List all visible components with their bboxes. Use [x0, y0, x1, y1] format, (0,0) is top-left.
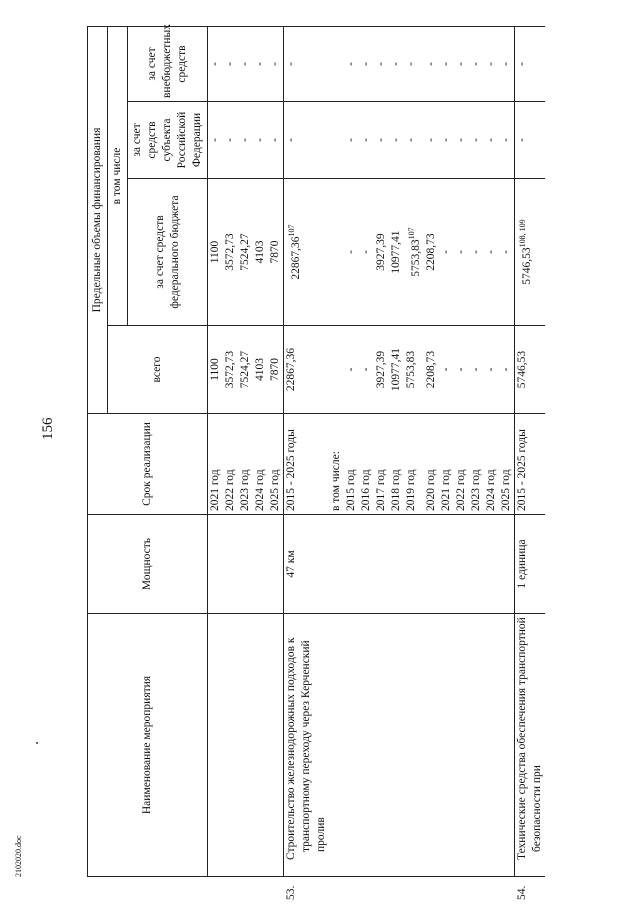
cell-extrabudget [439, 27, 454, 102]
cell-term [469, 414, 484, 515]
cell-term-value: 2015 - 2025 годы [515, 429, 528, 511]
cell-capacity [404, 515, 424, 614]
cell-total [439, 326, 454, 414]
cell-federal [284, 179, 330, 326]
footnote-ref: 107 [287, 224, 296, 237]
cell-capacity [454, 515, 469, 614]
table-row [454, 27, 469, 877]
cell-total-value: 7870 [269, 358, 281, 381]
cell-extrabudget-value: - [375, 62, 387, 66]
table-row [404, 27, 424, 877]
cell-name [499, 614, 515, 877]
cell-regional-value: - [209, 138, 221, 142]
cell-extrabudget-value: - [484, 62, 497, 66]
cell-regional [439, 102, 454, 179]
cell-regional-value: - [424, 138, 437, 142]
cell-federal-value: - [499, 250, 512, 254]
cell-regional-value: - [405, 138, 417, 142]
cell-name [454, 614, 469, 877]
cell-regional [329, 102, 344, 179]
cell-total-value: - [345, 367, 357, 372]
cell-name [389, 614, 404, 877]
table-row [389, 27, 404, 877]
cell-term [454, 414, 469, 515]
cell-term-value: 2025 год [269, 469, 281, 511]
scan-dot [36, 742, 38, 744]
cell-federal [268, 179, 284, 326]
cell-total-value: - [360, 367, 372, 372]
cell-term [268, 414, 284, 515]
cell-federal [374, 179, 389, 326]
cell-total-value: 1100 [209, 358, 221, 381]
cell-total [499, 326, 515, 414]
cell-regional [208, 102, 224, 179]
cell-term [208, 414, 224, 515]
cell-extrabudget [404, 27, 424, 102]
header-including: в том числе [108, 27, 128, 326]
cell-federal-value: 3572,73 [224, 233, 236, 271]
cell-term-value: 2015 год [345, 469, 357, 511]
cell-extrabudget [329, 27, 344, 102]
cell-regional-value: - [390, 138, 402, 142]
cell-name [238, 614, 253, 877]
cell-name [374, 614, 389, 877]
cell-total-value: 3572,73 [224, 350, 236, 389]
cell-capacity [208, 515, 224, 614]
header-federal: за счет средств федерального бюджета [128, 179, 208, 326]
cell-regional [389, 102, 404, 179]
cell-name [268, 614, 284, 877]
cell-regional [424, 102, 439, 179]
item-number: 53. [285, 885, 297, 900]
cell-total [469, 326, 484, 414]
footer-filename: 2102020.doc [14, 835, 23, 877]
cell-term-value: 2024 год [254, 469, 266, 511]
table-row [223, 27, 238, 877]
cell-name [424, 614, 439, 877]
cell-federal [439, 179, 454, 326]
header-capacity: Мощность [88, 515, 208, 614]
cell-capacity-value: 47 км [285, 550, 297, 578]
cell-total [208, 326, 224, 414]
cell-federal-value: - [439, 250, 452, 254]
cell-total-value: - [499, 367, 512, 372]
cell-term-value: 2021 год [439, 469, 452, 511]
cell-total-value: 7524,27 [239, 350, 251, 389]
cell-federal [484, 179, 499, 326]
cell-name [404, 614, 424, 877]
cell-federal [499, 179, 515, 326]
cell-name [469, 614, 484, 877]
cell-name [284, 614, 330, 900]
cell-regional-value: - [454, 138, 467, 142]
cell-total-value: 5746,53 [515, 350, 528, 389]
cell-term [238, 414, 253, 515]
cell-capacity [499, 515, 515, 614]
cell-term-value: 2018 год [390, 469, 402, 511]
cell-federal-value: - [469, 250, 482, 254]
cell-term [404, 414, 424, 515]
cell-capacity [439, 515, 454, 614]
cell-term [424, 414, 439, 515]
header-regional: за счет средств субъекта Российской Федерации [128, 102, 208, 179]
cell-extrabudget [469, 27, 484, 102]
header-extrabudget: за счет внебюджетных средств [128, 27, 208, 102]
cell-regional [238, 102, 253, 179]
table-row [344, 27, 359, 877]
cell-term-value: 2017 год [375, 469, 387, 511]
cell-regional [454, 102, 469, 179]
cell-capacity [344, 515, 359, 614]
header-name: Наименование мероприятия [88, 614, 208, 877]
cell-federal-value: - [454, 250, 467, 254]
financing-table [87, 24, 545, 900]
cell-regional-value: - [499, 138, 512, 142]
cell-name [514, 614, 545, 900]
cell-term-value: 2023 год [469, 469, 482, 511]
cell-extrabudget-value: - [254, 62, 266, 66]
cell-federal-value: 1100 [209, 240, 221, 264]
cell-total [484, 326, 499, 414]
cell-extrabudget [424, 27, 439, 102]
cell-federal-value: 3927,39 [375, 233, 387, 271]
cell-total-value: 5753,83 [405, 350, 417, 389]
cell-capacity-value: 1 единица [515, 539, 528, 589]
cell-term [374, 414, 389, 515]
cell-extrabudget-value: - [360, 62, 372, 66]
cell-extrabudget-value: - [224, 62, 236, 66]
cell-total-value: 22867,36 [285, 347, 297, 392]
cell-regional-value: - [439, 138, 452, 142]
cell-name [344, 614, 359, 877]
rotated-table-container [87, 24, 597, 900]
cell-total-value: 10977,41 [390, 347, 402, 392]
page-number: 156 [40, 417, 56, 440]
cell-capacity [484, 515, 499, 614]
cell-regional [223, 102, 238, 179]
cell-regional [344, 102, 359, 179]
cell-term [223, 414, 238, 515]
cell-term [329, 414, 344, 515]
table-row [253, 27, 268, 877]
cell-regional-value: - [224, 138, 236, 142]
cell-regional [404, 102, 424, 179]
cell-total [344, 326, 359, 414]
table-row [284, 27, 330, 877]
footnote-ref: 107 [407, 227, 416, 240]
cell-federal [424, 179, 439, 326]
cell-capacity [514, 515, 545, 614]
cell-extrabudget [389, 27, 404, 102]
cell-extrabudget-value: - [499, 62, 512, 66]
cell-regional-value: - [360, 138, 372, 142]
cell-total [454, 326, 469, 414]
cell-total [359, 326, 374, 414]
cell-total-value: 3927,39 [375, 350, 387, 389]
table-row [469, 27, 484, 877]
cell-term-value: 2016 год [360, 469, 372, 511]
cell-extrabudget-value: - [285, 62, 297, 66]
cell-extrabudget [484, 27, 499, 102]
cell-federal-value: 5746,53 [520, 247, 533, 285]
cell-extrabudget-value: - [239, 62, 251, 66]
cell-name [223, 614, 238, 877]
cell-name [359, 614, 374, 877]
cell-extrabudget-value: - [424, 62, 437, 66]
cell-extrabudget [374, 27, 389, 102]
cell-regional-value: - [469, 138, 482, 142]
cell-name [329, 614, 344, 877]
cell-capacity [469, 515, 484, 614]
cell-regional [469, 102, 484, 179]
table-row [484, 27, 499, 877]
cell-total [389, 326, 404, 414]
cell-term [389, 414, 404, 515]
cell-capacity [389, 515, 404, 614]
cell-federal [514, 179, 545, 326]
cell-federal [329, 179, 344, 326]
cell-total-value: 4103 [254, 358, 266, 381]
cell-extrabudget-value: - [515, 62, 528, 66]
cell-federal-value: 5753,83 [409, 239, 422, 277]
cell-term-value: 2020 год [424, 469, 437, 511]
cell-federal-value: 2208,73 [424, 233, 437, 271]
cell-extrabudget [344, 27, 359, 102]
cell-federal-value: 10977,41 [390, 230, 402, 274]
cell-federal [404, 179, 424, 326]
cell-regional [514, 102, 545, 179]
cell-capacity [253, 515, 268, 614]
cell-capacity [238, 515, 253, 614]
cell-federal [469, 179, 484, 326]
cell-total [374, 326, 389, 414]
item-name: Технические средства обеспечения транспортной безопасности при [515, 617, 543, 860]
cell-term-value: 2025 год [499, 469, 512, 511]
cell-capacity [374, 515, 389, 614]
cell-federal [238, 179, 253, 326]
cell-extrabudget-value: - [269, 62, 281, 66]
cell-extrabudget [499, 27, 515, 102]
cell-name [439, 614, 454, 877]
cell-term-value: 2021 год [209, 469, 221, 511]
cell-total-value: - [484, 367, 497, 372]
cell-federal-value: 4103 [254, 240, 266, 264]
table-row [208, 27, 224, 877]
table-row [268, 27, 284, 877]
cell-extrabudget-value: - [454, 62, 467, 66]
cell-total [424, 326, 439, 414]
cell-federal-value: - [360, 250, 372, 254]
cell-capacity [424, 515, 439, 614]
cell-regional [499, 102, 515, 179]
table-body [208, 27, 545, 900]
cell-total [404, 326, 424, 414]
cell-federal [389, 179, 404, 326]
cell-extrabudget-value: - [390, 62, 402, 66]
cell-term [253, 414, 268, 515]
cell-term-value: 2024 год [484, 469, 497, 511]
cell-total [514, 326, 545, 414]
cell-total [329, 326, 344, 414]
cell-extrabudget-value: - [469, 62, 482, 66]
cell-total [223, 326, 238, 414]
cell-regional [253, 102, 268, 179]
cell-extrabudget [208, 27, 224, 102]
cell-capacity [359, 515, 374, 614]
cell-federal [454, 179, 469, 326]
cell-term [499, 414, 515, 515]
cell-total [268, 326, 284, 414]
cell-regional-value: - [484, 138, 497, 142]
cell-name [484, 614, 499, 877]
item-name: Строительство железнодорожных подходов к транспортному переходу через Керченский пролив [285, 637, 327, 860]
cell-total-value: 2208,73 [424, 350, 437, 389]
cell-extrabudget [253, 27, 268, 102]
cell-total-value: - [439, 367, 452, 372]
cell-term-value: 2022 год [454, 469, 467, 511]
cell-term-value: в том числе: [330, 451, 342, 511]
cell-name [253, 614, 268, 877]
cell-term-value: 2023 год [239, 469, 251, 511]
cell-regional [284, 102, 330, 179]
cell-federal [344, 179, 359, 326]
cell-total [284, 326, 330, 414]
cell-regional-value: - [254, 138, 266, 142]
cell-federal [208, 179, 224, 326]
cell-extrabudget-value: - [209, 62, 221, 66]
cell-extrabudget-value: - [439, 62, 452, 66]
cell-total-value: - [454, 367, 467, 372]
cell-total [253, 326, 268, 414]
cell-regional-value: - [269, 138, 281, 142]
cell-regional [268, 102, 284, 179]
cell-federal [223, 179, 238, 326]
cell-regional-value: - [375, 138, 387, 142]
cell-regional-value: - [285, 138, 297, 142]
cell-capacity [268, 515, 284, 614]
cell-extrabudget [238, 27, 253, 102]
cell-total [238, 326, 253, 414]
cell-regional-value: - [515, 138, 528, 142]
cell-term-value: 2015 - 2025 годы [285, 429, 297, 511]
cell-regional-value: - [239, 138, 251, 142]
cell-federal-value: 7524,27 [239, 233, 251, 271]
cell-regional [484, 102, 499, 179]
table-row [499, 27, 515, 877]
cell-federal-value: - [345, 250, 357, 254]
table-row [329, 27, 344, 877]
cell-term [284, 414, 330, 515]
cell-regional-value: - [345, 138, 357, 142]
cell-extrabudget [268, 27, 284, 102]
cell-extrabudget [359, 27, 374, 102]
item-number: 54. [515, 885, 528, 900]
table-row [374, 27, 389, 877]
cell-regional [359, 102, 374, 179]
cell-term-value: 2019 год [405, 469, 417, 511]
table-row [439, 27, 454, 877]
table-row [359, 27, 374, 877]
header-term: Срок реализации [88, 414, 208, 515]
cell-term [514, 414, 545, 515]
cell-extrabudget-value: - [345, 62, 357, 66]
cell-federal-value: - [484, 250, 497, 254]
cell-total-value: - [469, 367, 482, 372]
cell-extrabudget-value: - [405, 62, 417, 66]
cell-federal [359, 179, 374, 326]
cell-term [439, 414, 454, 515]
cell-term [359, 414, 374, 515]
cell-extrabudget [514, 27, 545, 102]
cell-federal-value: 7870 [269, 240, 281, 264]
table-header [88, 24, 208, 877]
cell-capacity [329, 515, 344, 614]
cell-extrabudget [284, 27, 330, 102]
cell-extrabudget [223, 27, 238, 102]
cell-extrabudget [454, 27, 469, 102]
cell-capacity [223, 515, 238, 614]
cell-capacity [284, 515, 330, 614]
footnote-ref: 108, 109 [517, 219, 527, 248]
cell-name [208, 614, 224, 877]
cell-regional [374, 102, 389, 179]
table-row [424, 27, 439, 877]
cell-federal [253, 179, 268, 326]
header-limits: Предельные объемы финансирования [88, 27, 108, 414]
table-row [514, 27, 545, 877]
table-row [238, 27, 253, 877]
cell-term [344, 414, 359, 515]
header-total: всего [108, 326, 208, 414]
cell-term [484, 414, 499, 515]
cell-term-value: 2022 год [224, 469, 236, 511]
cell-federal-value: 22867,36 [289, 236, 302, 280]
